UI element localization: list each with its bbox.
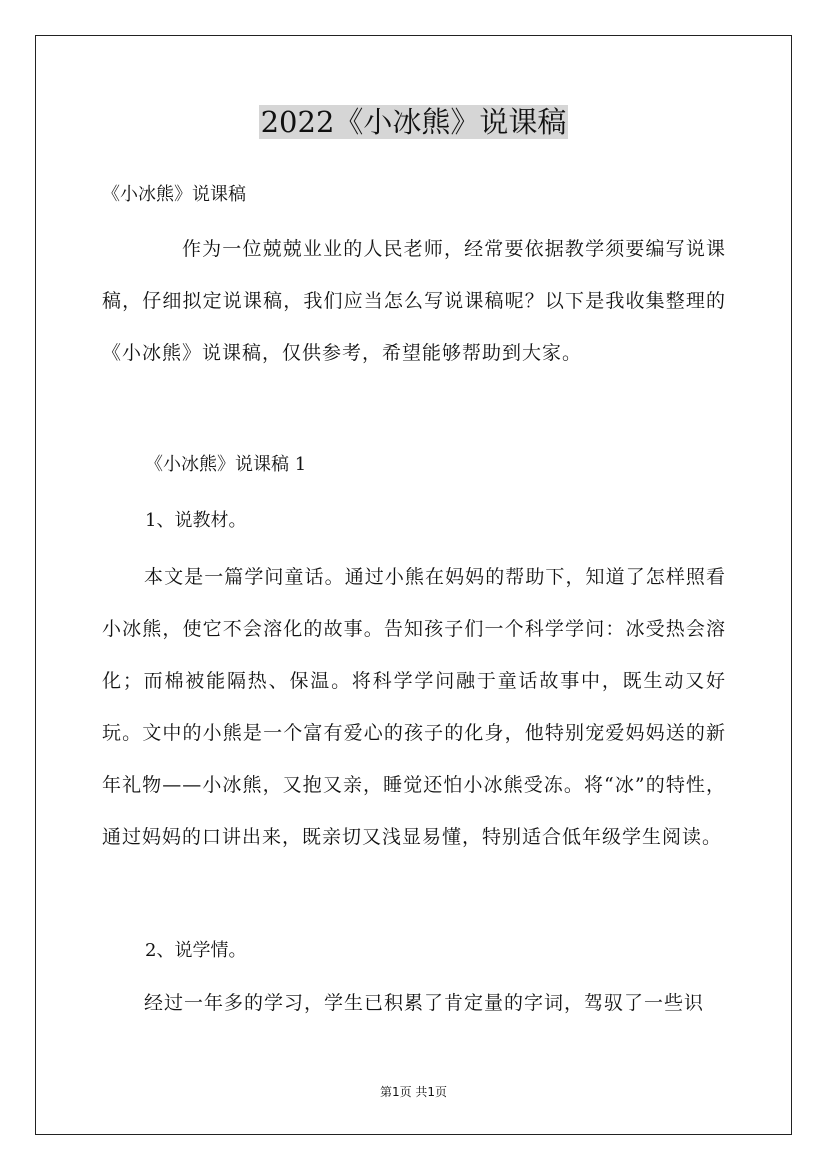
item2-heading: 2、说学情。 [145,940,247,961]
item1-heading: 1、说教材。 [145,510,247,531]
item2-text: 经过一年多的学习，学生已积累了肯定量的字词，驾驭了一些识 [144,992,705,1014]
section1-heading: 《小冰熊》说课稿 1 [145,454,307,475]
document-title [0,100,827,144]
intro-text: 作为一位兢兢业业的人民老师，经常要依据教学须要编写说课稿，仔细拟定说课稿，我们应当怎么写说课稿呢？以下是我收集整理的《小冰熊》说课稿，仅供参考，希望能够帮助到大家。 [102,238,726,364]
item2-paragraph [102,977,726,1029]
intro-paragraph [102,223,726,379]
page-footer: 第1页 共1页 [379,1085,448,1099]
document-subtitle: 《小冰熊》说课稿 [102,184,246,205]
item1-text: 本文是一篇学问童话。通过小熊在妈妈的帮助下，知道了怎样照看小冰熊，使它不会溶化的故事。告知孩子们一个科学学问：冰受热会溶化；而棉被能隔热、保温。将科学学问融于童话故事中，既生动又好玩。文中的小熊是一个富有爱心的孩子的化身，他特别宠爱妈妈送的新年礼物——小冰熊，又抱又亲，睡觉还怕小冰熊受冻。将“冰”的特性，通过妈妈的口讲出来，既亲切又浅显易懂，特别适合低年级学生阅读。 [102,566,726,848]
item1-paragraph [102,551,726,863]
document-title-text: 2022《小冰熊》说课稿 [260,105,567,139]
